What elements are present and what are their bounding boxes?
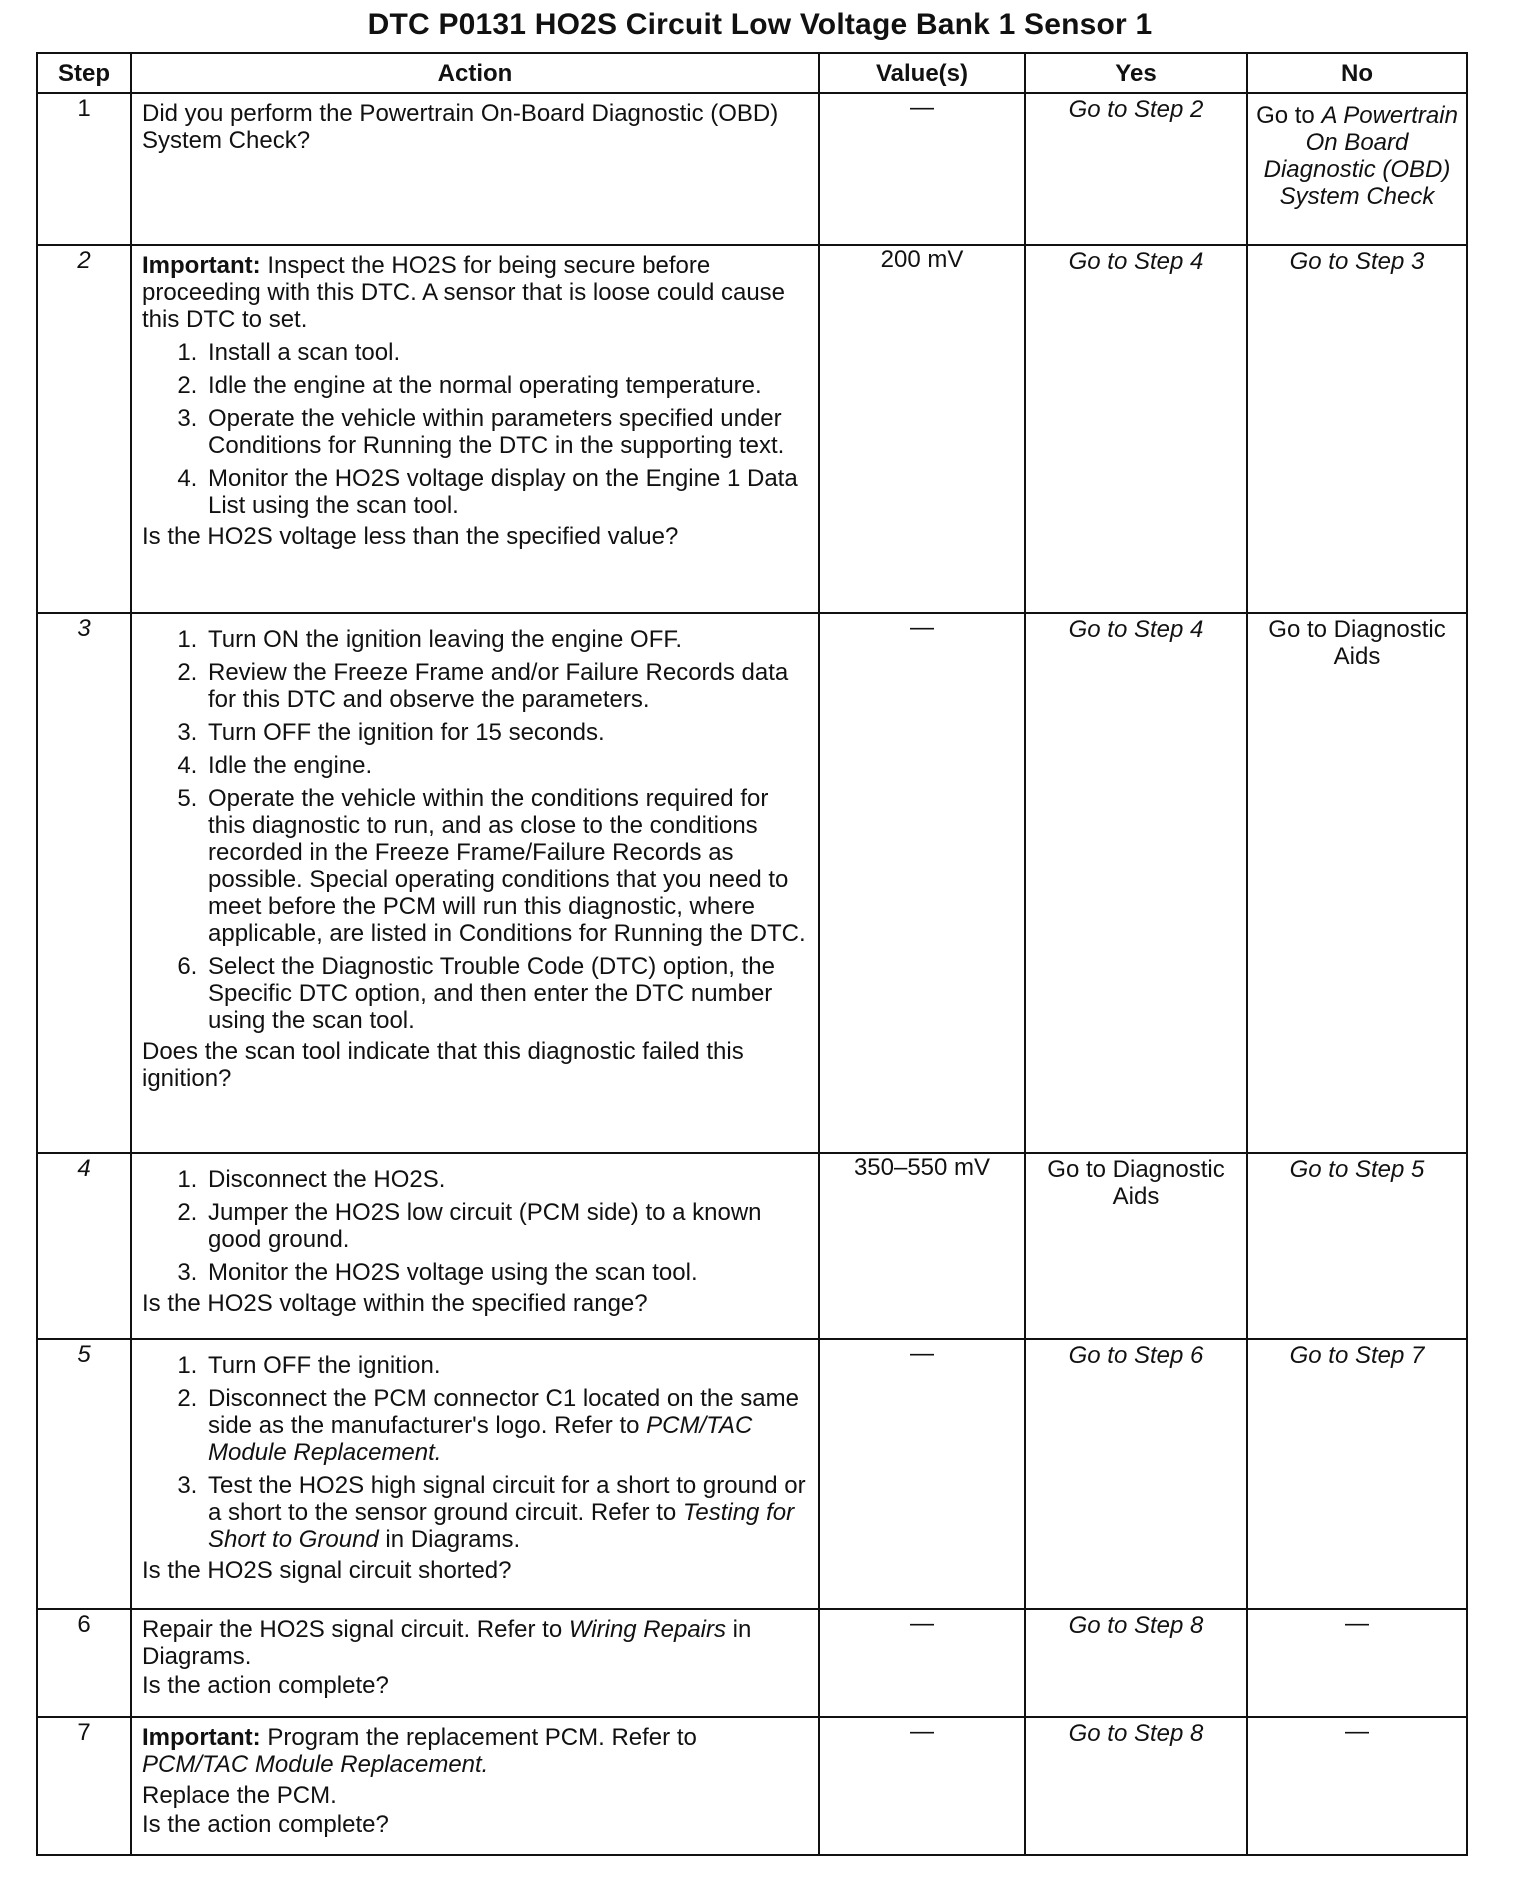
step-number: 2 <box>77 247 91 274</box>
no-cell <box>1247 1153 1467 1339</box>
table-row <box>37 613 1467 1153</box>
list-item: 2. Review the Freeze Frame and/or Failure Records data for this DTC and observe the parameters. <box>204 659 808 713</box>
value-cell: — <box>819 93 1025 245</box>
table-row <box>37 1717 1467 1855</box>
table-row <box>37 1153 1467 1339</box>
list-item: 4. Monitor the HO2S voltage display on the Engine 1 Data List using the scan tool. <box>204 465 808 519</box>
table-row <box>37 1339 1467 1609</box>
action-cell <box>131 1153 819 1339</box>
value-cell: — <box>819 613 1025 1153</box>
list-item-suffix: in Diagrams. <box>378 1526 521 1553</box>
yes-link[interactable]: Go to Step 4 <box>1068 616 1204 643</box>
header-yes: Yes <box>1025 53 1247 93</box>
diagnostic-table <box>36 52 1468 1856</box>
value-cell: — <box>819 1717 1025 1855</box>
list-item: 3. Monitor the HO2S voltage using the scan tool. <box>204 1259 808 1286</box>
header-values: Value(s) <box>819 53 1025 93</box>
no-cell: — <box>1247 1717 1467 1855</box>
yes-link[interactable]: Go to Step 2 <box>1068 96 1204 123</box>
step-cell <box>37 1717 131 1855</box>
step-cell <box>37 613 131 1153</box>
list-item: 3. Turn OFF the ignition for 15 seconds. <box>204 719 808 746</box>
step-cell <box>37 1339 131 1609</box>
yes-cell <box>1025 613 1247 1153</box>
list-item <box>204 1385 808 1466</box>
question-text: Does the scan tool indicate that this diagnostic failed this ignition? <box>142 1038 744 1092</box>
yes-link[interactable]: Go to Step 4 <box>1068 248 1204 275</box>
action-text: Did you perform the Powertrain On-Board Diagnostic (OBD) System Check? <box>142 100 779 154</box>
header-step: Step <box>37 53 131 93</box>
question-text: Is the action complete? <box>142 1811 389 1838</box>
table-header-row <box>37 53 1467 93</box>
list-item: 1. Disconnect the HO2S. <box>204 1166 808 1193</box>
important-text: Program the replacement PCM. Refer to <box>260 1724 697 1751</box>
step-number: 4 <box>77 1155 91 1182</box>
no-prefix: Go to <box>1256 102 1322 129</box>
yes-link[interactable]: Go to Step 8 <box>1068 1612 1204 1639</box>
reference-link[interactable]: Wiring Repairs <box>568 1616 727 1643</box>
action-text <box>142 1616 808 1670</box>
no-link[interactable]: Go to Diagnostic Aids <box>1268 616 1446 670</box>
page-title: DTC P0131 HO2S Circuit Low Voltage Bank 1 Sensor 1 <box>367 8 1153 41</box>
yes-cell <box>1025 1609 1247 1717</box>
step-cell <box>37 1153 131 1339</box>
action-text-suffix: in Diagrams. <box>142 1616 752 1670</box>
reference-link[interactable]: Testing for Short to Ground <box>208 1499 795 1553</box>
action-cell <box>131 613 819 1153</box>
step-cell <box>37 93 131 245</box>
yes-cell <box>1025 1153 1247 1339</box>
list-item: 4. Idle the engine. <box>204 752 808 779</box>
procedure-list <box>142 1352 808 1553</box>
no-link[interactable]: Go to Step 7 <box>1289 1342 1425 1369</box>
value-cell: — <box>819 1339 1025 1609</box>
important-note <box>142 1724 808 1778</box>
action-text-prefix: Repair the HO2S signal circuit. Refer to <box>142 1616 569 1643</box>
action-cell <box>131 93 819 245</box>
list-item: 1. Turn OFF the ignition. <box>204 1352 808 1379</box>
header-no: No <box>1247 53 1467 93</box>
important-note <box>142 252 808 333</box>
step-cell <box>37 245 131 613</box>
list-item: 5. Operate the vehicle within the conditions required for this diagnostic to run, and as close to the conditions recorded in the Freeze Frame/Failure Records as possible. Special operating conditions that you need to meet before the PCM will run this diagnostic, where applicable, are listed in Conditions for Running the DTC. <box>204 785 808 947</box>
procedure-list <box>142 339 808 519</box>
list-item: 3. Operate the vehicle within parameters specified under Conditions for Running the DTC in the supporting text. <box>204 405 808 459</box>
yes-link[interactable]: Go to Step 8 <box>1068 1720 1204 1747</box>
reference-link[interactable]: PCM/TAC Module Replacement. <box>208 1412 753 1466</box>
list-item: 2. Idle the engine at the normal operating temperature. <box>204 372 808 399</box>
no-cell <box>1247 245 1467 613</box>
step-number: 5 <box>77 1341 91 1368</box>
table-row <box>37 1609 1467 1717</box>
important-label: Important: <box>142 1724 261 1751</box>
no-cell <box>1247 1339 1467 1609</box>
question-text: Is the HO2S signal circuit shorted? <box>142 1557 512 1584</box>
list-item: 1. Turn ON the ignition leaving the engine OFF. <box>204 626 808 653</box>
no-link[interactable]: Go to Step 3 <box>1289 248 1425 275</box>
reference-link[interactable]: PCM/TAC Module Replacement. <box>142 1751 489 1778</box>
important-text: Inspect the HO2S for being secure before proceeding with this DTC. A sensor that is loose could cause this DTC to set. <box>142 252 786 333</box>
action-cell <box>131 245 819 613</box>
yes-cell <box>1025 93 1247 245</box>
value-cell: 350–550 mV <box>819 1153 1025 1339</box>
question-text: Is the HO2S voltage within the specified range? <box>142 1290 648 1317</box>
step-number: 6 <box>77 1611 91 1638</box>
list-item <box>204 1472 808 1553</box>
value-cell: — <box>819 1609 1025 1717</box>
important-label: Important: <box>142 252 261 279</box>
no-cell: — <box>1247 1609 1467 1717</box>
no-cell <box>1247 613 1467 1153</box>
procedure-list <box>142 1166 808 1286</box>
list-item: 1. Install a scan tool. <box>204 339 808 366</box>
question-text: Is the HO2S voltage less than the specified value? <box>142 523 679 550</box>
list-item-text: Test the HO2S high signal circuit for a short to ground or a short to the sensor ground circuit. Refer to <box>208 1472 806 1526</box>
step-number: 7 <box>77 1719 91 1746</box>
action-cell <box>131 1609 819 1717</box>
action-text: Replace the PCM. <box>142 1782 337 1809</box>
list-item-text: Disconnect the PCM connector C1 located on the same side as the manufacturer's logo. Refer to <box>208 1385 799 1439</box>
yes-link[interactable]: Go to Step 6 <box>1068 1342 1204 1369</box>
procedure-list <box>142 626 808 1034</box>
header-action: Action <box>131 53 819 93</box>
question-text: Is the action complete? <box>142 1672 389 1699</box>
step-number: 1 <box>77 95 91 122</box>
list-item: 6. Select the Diagnostic Trouble Code (DTC) option, the Specific DTC option, and then enter the DTC number using the scan tool. <box>204 953 808 1034</box>
yes-cell <box>1025 1339 1247 1609</box>
no-link[interactable]: Go to Step 5 <box>1289 1156 1425 1183</box>
no-cell <box>1247 93 1467 245</box>
value-cell: 200 mV <box>819 245 1025 613</box>
yes-cell <box>1025 245 1247 613</box>
step-number: 3 <box>77 615 91 642</box>
step-cell <box>37 1609 131 1717</box>
no-link[interactable]: A Powertrain On Board Diagnostic (OBD) System Check <box>1263 102 1458 210</box>
action-cell <box>131 1717 819 1855</box>
yes-cell <box>1025 1717 1247 1855</box>
action-cell <box>131 1339 819 1609</box>
table-row <box>37 93 1467 245</box>
list-item: 2. Jumper the HO2S low circuit (PCM side) to a known good ground. <box>204 1199 808 1253</box>
yes-link[interactable]: Go to Diagnostic Aids <box>1047 1156 1225 1210</box>
table-row <box>37 245 1467 613</box>
